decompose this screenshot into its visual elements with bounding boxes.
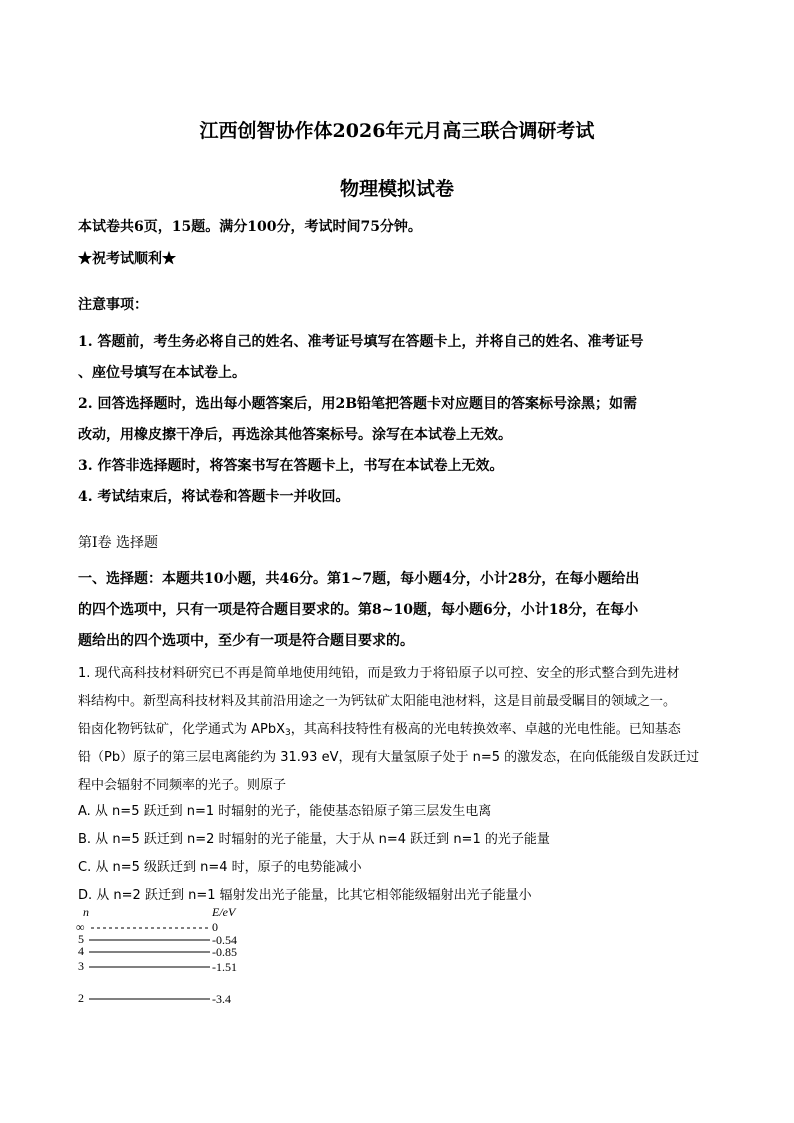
level-n-label: 2 bbox=[78, 991, 84, 1005]
option-a: A. 从 n=5 跃迁到 n=1 时辐射的光子，能使基态铅原子第三层发生电离 bbox=[78, 804, 492, 819]
note-item: 改动，用橡皮擦干净后，再选涂其他答案标号。涂写在本试卷上无效。 bbox=[78, 427, 512, 443]
question-stem: 铅卤化物钙钛矿，化学通式为 APbX$_3$，其高科技特性有极高的光电转换效率、卓越的光电性能。已知基态 bbox=[78, 722, 681, 738]
energy-level-2 bbox=[78, 991, 231, 1006]
level-n-label: 5 bbox=[78, 932, 84, 946]
energy-axis-header: E/eV bbox=[212, 905, 236, 919]
energy-level-3 bbox=[78, 959, 237, 974]
level-energy-label: -0.54 bbox=[212, 933, 237, 947]
energy-level-inf bbox=[76, 920, 218, 934]
note-item: 、座位号填写在本试卷上。 bbox=[78, 365, 246, 381]
question-stem: 料结构中。新型高科技材料及其前沿用途之一为钙钛矿太阳能电池材料，这是目前最受瞩目的领域之一。 bbox=[78, 694, 677, 709]
level-energy-label: -1.51 bbox=[212, 960, 237, 974]
option-c: C. 从 n=5 级跃迁到 n=4 时，原子的电势能减小 bbox=[78, 860, 362, 875]
level-energy-label: 0 bbox=[212, 920, 218, 934]
level-n-label: ∞ bbox=[76, 920, 85, 934]
note-item: 2. 回答选择题时，选出每小题答案后，用2B铅笔把答题卡对应题目的答案标号涂黑；如需 bbox=[78, 396, 638, 412]
question-stem: 程中会辐射不同频率的光子。则原子 bbox=[78, 778, 287, 793]
question-stem: 1. 现代高科技材料研究已不再是简单地使用纯铅，而是致力于将铅原子以可控、安全的形式整合到先进材 bbox=[78, 666, 680, 681]
section-instructions: 题给出的四个选项中，至少有一项是符合题目要求的。 bbox=[78, 633, 414, 649]
section-instructions: 一、选择题：本题共10小题，共46分。第1~7题，每小题4分，小计28分，在每小题给出 bbox=[78, 571, 640, 587]
level-n-label: 4 bbox=[78, 944, 84, 958]
level-energy-label: -0.85 bbox=[212, 945, 237, 959]
section-heading: 第Ⅰ卷 选择题 bbox=[78, 535, 158, 551]
exam-title: 江西创智协作体2026年元月高三联合调研考试 bbox=[199, 120, 595, 142]
good-luck-wish: ★祝考试顺利★ bbox=[78, 251, 176, 267]
question-stem: 铅（Pb）原子的第三层电离能约为 31.93 eV，现有大量氢原子处于 n=5 的激发态，在向低能级自发跃迁过 bbox=[78, 750, 700, 765]
section-instructions: 的四个选项中，只有一项是符合题目要求的。第8~10题，每小题6分，小计18分，在每小 bbox=[78, 602, 639, 618]
option-d: D. 从 n=2 跃迁到 n=1 辐射发出光子能量，比其它相邻能级辐射出光子能量小 bbox=[78, 888, 532, 903]
note-item: 1. 答题前，考生务必将自己的姓名、准考证号填写在答题卡上，并将自己的姓名、准考证号 bbox=[78, 334, 644, 350]
exam-info: 本试卷共6页，15题。满分100分，考试时间75分钟。 bbox=[78, 219, 422, 235]
note-item: 3. 作答非选择题时，将答案书写在答题卡上，书写在本试卷上无效。 bbox=[78, 458, 504, 474]
level-energy-label: -3.4 bbox=[212, 992, 231, 1006]
exam-subtitle: 物理模拟试卷 bbox=[339, 178, 454, 200]
option-b: B. 从 n=5 跃迁到 n=2 时辐射的光子能量，大于从 n=4 跃迁到 n=1 的光子能量 bbox=[78, 832, 550, 847]
note-item: 4. 考试结束后，将试卷和答题卡一并收回。 bbox=[78, 489, 350, 505]
notes-heading: 注意事项： bbox=[78, 297, 148, 313]
n-axis-header: n bbox=[83, 905, 89, 919]
level-n-label: 3 bbox=[78, 959, 84, 973]
energy-level-4 bbox=[78, 944, 237, 959]
